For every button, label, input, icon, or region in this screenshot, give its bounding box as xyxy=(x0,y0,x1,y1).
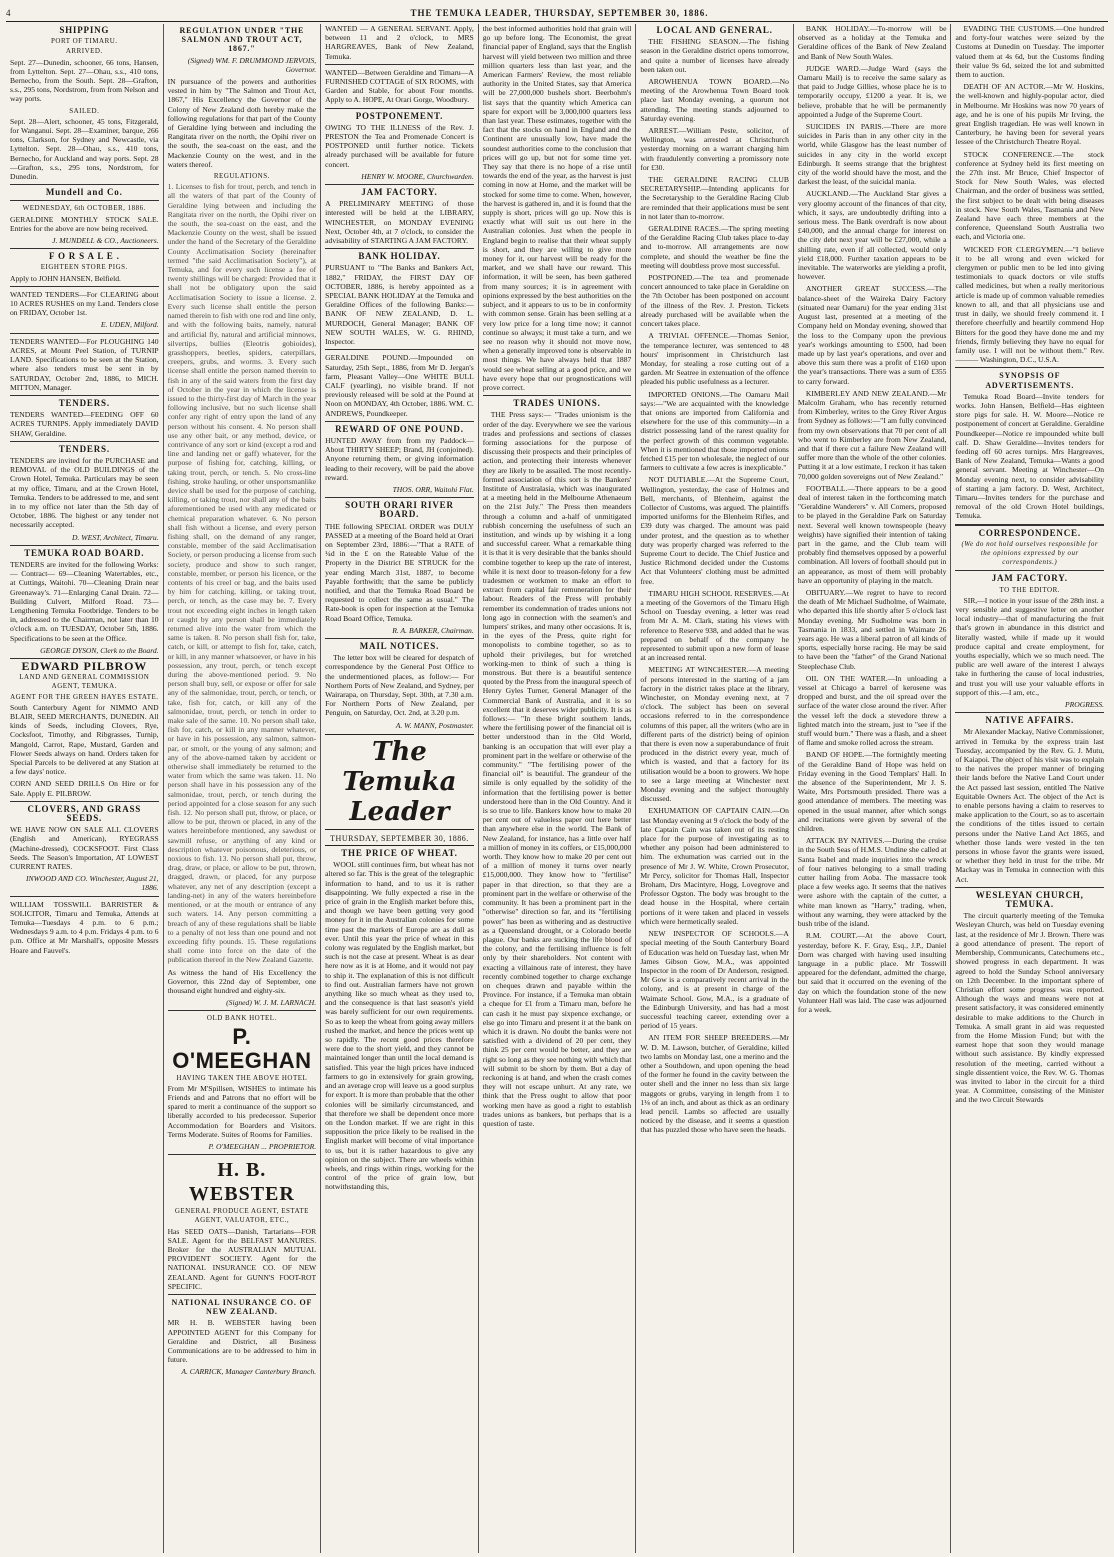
local-item: AUCKLAND.—The Auckland Star gives a very gloomy account of the finances of that city, which, it says, are undoubtedly drifting into a serious mess. The Bank overdraft is now about £40,000, and the annual charge for interest on the city debt next year will be £27,000, while a shilling rate, even if all collected, would only yield £18,000. Further taxation appears to be inevitable. The waterworks are yielding a profit, however. xyxy=(797,189,947,282)
local-item: STOCK CONFERENCE.—The stock conference at Sydney held its first meeting on the 27th inst. Mr Bruce, Chief Inspector of Stock for New South Wales, was elected Chairman, and the order of business was settled, the first subject to be dealt with being diseases in stock. New South Wales, Tasmania and New Zealand have each three members at the conference, Queensland South Australia two each, and Victoria one. xyxy=(955,149,1105,242)
local-item: NOT DUTIABLE.—At the Supreme Court, Wellington, yesterday, the case of Holmes and Bell, merchants, of Blenheim, against the Collector of Customs, was argued. The plaintiffs imported uniforms for the Blenheim Rifles, and £39 duty was charged. The amount was paid under protest, and the question as to whether duty was properly charged was referred to the Supreme Court to decide. The Chief Justice and Justice Richmond decided under the Customs Act that Volunteers' clothing must be admitted free. xyxy=(640,475,789,586)
mundell-signature: J. MUNDELL & CO., Auctioneers. xyxy=(52,236,159,246)
local-item: AROWHENUA TOWN BOARD.—No meeting of the Arowhenua Town Board took place last Monday evening, a quorum not attending. The meeting stands adjourned to Saturday evening. xyxy=(640,77,789,123)
jam-ad: A PRELIMINARY MEETING of those interested will be held at the LIBRARY, WINCHESTER, on MONDAY EVENING Next, October 4th, at 7 o'clock, to consider the advisability of STARTING A JAM FACTORY. xyxy=(325,199,474,246)
column-4 xyxy=(479,24,637,1553)
river-board-ad: THE following SPECIAL ORDER was DULY PASSED at a meeting of the Board held at Orari on September 23rd, 1886:—"That a RATE of ¼d in the £ on the Rateable Value of the Property in the District BE STRUCK for the year ending March 31st, 1887, to become Payable forthwith; that the same be publicly notified, and that the Temuka Road Board be requested to collect the same as usual." The Rate-book is open for inspection at the Temuka Road Board Office, Temuka. xyxy=(325,521,474,623)
local-item: OIL ON THE WATER.—In unloading a vessel at Chicago a barrel of kerosene was dropped and burst, and the oil spread over the surface of the water close around the river. After the vessel left the dock a stevedore threw a lighted match into the stream, just to "see if the stuff would burn." There was a flash, and a sheet of flame and smoke rolled across the stream. xyxy=(797,673,947,748)
feeding-ad: TENDERS WANTED—FEEDING OFF 60 ACRES TURNIPS. Apply immediately DAVID SHAW, Geraldine. xyxy=(10,410,159,438)
dateline: THURSDAY, SEPTEMBER 30, 1886. xyxy=(325,834,474,846)
reward-heading: REWARD OF ONE POUND. xyxy=(335,423,464,434)
divider xyxy=(168,1154,317,1155)
tosswill-ad: WILLIAM TOSSWILL BARRISTER & SOLICITOR, Timaru and Temuka, Attends at Temuka—Tuesdays 4 p.m. to 6 p.m.; Wednesdays 9 a.m. to 4 p.m. Fridays 4 p.m. to 6 p.m. Office at Mr Marshall's, opposite Messrs Hoare and Fauvel's. xyxy=(10,899,159,955)
postponement-ad: OWING TO THE ILLNESS of the Rev. J. PRESTON the Tea and Promenade Concert is POSTPONED until further notice. Tickets already purchased will be available for future concert. xyxy=(325,122,474,169)
trades-unions-heading: TRADES UNIONS. xyxy=(513,398,601,409)
masthead xyxy=(6,4,1108,22)
wesleyan-heading: WESLEYAN CHURCH, TEMUKA. xyxy=(975,889,1084,910)
divider xyxy=(483,395,632,396)
cottage-ad: WANTED—Between Geraldine and Timaru—A FURNISHED COTTAGE of SIX ROOMS, with Garden and Stable, for about Four months. Apply to A. HOPE, At Orari Gorge, Woodbury. xyxy=(325,67,474,105)
reward-ad: HUNTED AWAY from from my Paddock—About THIRTY SHEEP; Brand, JH (conjoined). Anyone returning them, or giving information leading to their recovery, will be paid the above reward. xyxy=(325,435,474,482)
wesleyan-article: The circuit quarterly meeting of the Temuka Wesleyan Church, was held on Tuesday evening last, at the residence of Mr J. Brown. There was a good attendance of present. The report of Membership, Communicants, Catechumens etc., showed progress in each department. It was agreed to hold the Sunday School anniversary on 12th December. In the important sphere of Christian effort some progress was reported. Although the ways and means were not at present satisfactory, it was considered eminently desirable to make additions to the Church in Temuka. A small grant in aid was requested from the Home Mission Fund; but with the earnest hope that soon they would manage without such assistance. By kindly expressed resolution of the meeting, carried without a single dissentient voice, the Rev. W. G. Thomas was invited to labor in the circuit for a third year. A Committee, consisting of the Minister and the two Circuit Stewards xyxy=(955,911,1105,1105)
carrick-signature: A. CARRICK, Manager Canterbury Branch. xyxy=(181,1367,317,1377)
column-7 xyxy=(951,24,1108,1553)
column-3 xyxy=(321,24,479,1553)
road-board-heading: TEMUKA ROAD BOARD. xyxy=(24,547,145,558)
divider xyxy=(325,184,474,185)
divider xyxy=(325,108,474,109)
local-item: A TRIVIAL OFFENCE.—Thomas Senior, the temperance lecturer, was sentenced to 48 hours' imprisonment in Christchurch last Monday, for stealing a rose cutting out of a garden. Mr Seatree in extenuation of the offence pleaded his public usefulness as a lecturer. xyxy=(640,331,789,387)
nimmo-ad: South Canterbury Agent for NIMMO AND BLAIR, SEED MERCHANTS, DUNEDIN. All kinds of Seeds, including Clovers, Rye, Cocksfoot, Timothy, and Ribgrasses, Turnip, Mangold, Carrot, Rape, Mustard, Garden and Flower Seeds always on hand. Orders taken for Special Parcels to be delivered at any Station at a few days' notice. xyxy=(10,702,159,777)
postponement-heading: POSTPONEMENT. xyxy=(355,110,444,121)
regulations-intro: IN pursuance of the powers and authorities vested in him by "The Salmon and Trout Act, 1867," His Excellency the Governor of the Colony of New Zealand doth hereby make the following regulations for that part of the County of Geraldine lying between and including the Rangitata river on the north, the Opihi river on the south, the sea-coast on the east, and the Mackenzie County on the west, and in the waters thereof. xyxy=(167,77,317,169)
webster-body: Has SEED OATS—Danish, Tartarians—FOR SALE. Agent for the BELFAST MANURES. Broker for the AUSTRALIAN MUTUAL PROVIDENT SOCIETY. Agent for the NATIONAL INSURANCE CO. OF NEW ZEALAND. Agent for GUNN'S FOOT-ROT SPECIFIC. xyxy=(167,1226,317,1291)
newspaper-flag: The Temuka Leader xyxy=(325,734,474,830)
local-item: AN ITEM FOR SHEEP BREEDERS.—Mr W. D. M. Lawson, butcher, of Geraldine, killed two lambs on Monday last, one a merino and the other a Southdown, and upon opening the head of the former he found in the cavity between the outer shell and the inner no less than six large maggots or grubs, varying in length from 1 to 1⅛ of an inch, and about as thick as an ordinary lead pencil. Lambs so affected are usually noticed by the disease, and it seems a question that has puzzled those who have seen the heads. xyxy=(640,1033,789,1135)
tenders-heading: TENDERS. xyxy=(58,397,110,408)
divider xyxy=(955,524,1104,526)
jam-factory-letter: SIR,—I notice in your issue of the 28th inst. a very sensible and suggestive letter on another local industry—that of manufacturing the fruit that's grown in abundance in this district and literally wasted, while if made up it would produce capital and create employment, for youths especially, which we so much need. The public are well aware of the interest I always take in furthering the cause of local industries, and trust you will use your valuable efforts in support of this.—I am, etc., xyxy=(955,595,1105,697)
divider xyxy=(10,801,159,802)
barker-signature: R. A. BARKER, Chairman. xyxy=(392,625,474,635)
port-heading: PORT OF TIMARU. xyxy=(51,37,118,46)
local-item: NEW INSPECTOR OF SCHOOLS.—A special meeting of the South Canterbury Board of Education was held on Tuesday last, when Mr James Gibson Gow, M.A., was appointed Inspector in the room of Dr Anderson, resigned. Mr Gow is a comparatively recent arrival in the colony, and is at present in charge of the Waimate School. Gow, M.A., is a graduate of the Edinburgh University, and has had a most successful teaching career, extending over a period of 15 years. xyxy=(640,929,789,1031)
divider xyxy=(955,367,1104,368)
wheat-heading: THE PRICE OF WHEAT. xyxy=(341,848,458,859)
west-signature: D. WEST, Architect, Timaru. xyxy=(72,532,159,542)
page-number: 4 xyxy=(6,7,11,18)
orr-signature: THOS. ORR, Waitohi Flat. xyxy=(392,484,474,494)
pilbrow-heading: EDWARD PILBROW xyxy=(21,658,148,673)
regulations-heading: REGULATION UNDER "THE SALMON AND TROUT ACT, 1867." xyxy=(179,26,305,54)
synopsis-list: Temuka Road Board—Invite tenders for works. John Hansen, Belfield—Has eighteen store pigs for sale. H. W. Moore—Notice re postponement of concert at Geraldine. Geraldine Poundkeeper—Notice re impounded white bull calf. D. Shaw Geraldine—Invites tenders for feeding off 60 acres turnips. Mrs Hargreaves, Bank of New Zealand, Temuka—Wants a good general servant. Meeting at Winchester—On Monday evening next, to consider advisability of starting a jam factory. D. West, Architect, Timaru—Invites tenders for the purchase and removal of the old Crown Hotel buildings, Temuka. xyxy=(955,391,1105,521)
eden-signature: E. UDEN, Milford. xyxy=(100,320,159,330)
to-the-editor: TO THE EDITOR. xyxy=(999,585,1060,594)
divider xyxy=(10,184,159,185)
local-item: ATTACK BY NATIVES.—During the cruise in the South Seas of H.M.S. Undine she called at Santa Isabel and made inquiries into the wreck of four natives belonging to a small trading cutter hailing from Aoba. The massacre took place a few weeks ago. It seems that the natives were ashore with the captain of the cutter, a white man known as "Harry," trading, when, without any warning, they were attacked by the bush tribe of the island. xyxy=(797,836,947,929)
pound-ad: GERALDINE POUND.—Impounded on Saturday, 25th Sept., 1886, from Mr D. Jergan's farm, Pleasant Valley—One WHITE BULL CALF (yearling), no visible brand. If not previously released will be sold at the Pound at Noon on MONDAY, 4th October, 1886. WM. C. ANDREWS, Poundkeeper. xyxy=(325,353,474,418)
arrived-heading: ARRIVED. xyxy=(65,47,103,56)
divider xyxy=(10,545,159,546)
stock-sale-ad: GERALDINE MONTHLY STOCK SALE. Entries for the above are now being received. xyxy=(10,214,159,233)
national-heading: NATIONAL INSURANCE CO. OF NEW ZEALAND. xyxy=(171,1297,313,1317)
mail-notices: The letter box will be cleared for despatch of correspondence by the General Post Office to the undermentioned places, as follow:— For Northern Ports of New Zealand, and Sydney, per Wairarapa, on Thursday, Sept. 30th, at 7.30 a.m. For Northern Ports of New Zealand, per Penguin, on Saturday, Oct. 2nd, at 3.20 p.m. xyxy=(325,653,474,718)
local-item: EXHUMATION OF CAPTAIN CAIN.—On last Monday evening at 9 o'clock the body of the late Captain Cain was taken out of its resting place for the purpose of investigating as to whether any poison had been administered to him. The exhumation was carried out in the presence of Mr J. W. White, Crown Prosecutor, Mr Percy, solicitor for Thomas Hall, Inspector Broham, Drs Macintyre, Hogg, Lovegrove and Professor Ogston. The body was brought to the dead house in the Hospital, where certain portions of it were taken and placed in vessels which were hermetically sealed. xyxy=(640,806,789,926)
pigs-line: EIGHTEEN STORE PIGS. xyxy=(40,263,128,272)
shipping-heading: SHIPPING xyxy=(59,25,110,35)
local-item: THE GERALDINE RACING CLUB SECRETARYSHIP.—Intending applicants for the Secretaryship to the Geraldine Racing Club are reminded that their applications must be sent in not later than to-morrow. xyxy=(640,175,789,221)
inwood-signature: INWOOD AND CO. Winchester, August 21, 1886. xyxy=(25,874,159,893)
synopsis-heading: SYNOPSIS OF ADVERTISEMENTS. xyxy=(985,371,1075,390)
column-6 xyxy=(794,24,952,1553)
local-item: FOOTBALL.—There appears to be a good deal of interest taken in the forthcoming match "Geraldine Wanderers" v. All Comers, proposed to be played in the Geraldine Park on Saturday next. Several well known townspeople (heavy weights) have signified their intention of taking part in the game, and the Club team will probably find themselves opposed by a powerful combination. All lovers of football should put in an appearance, as most of them will probably have an opportunity of playing in the match. xyxy=(797,483,947,585)
divider xyxy=(325,497,474,498)
local-item: BANK HOLIDAY.—To-morrow will be observed as a holiday at the Temuka and Geraldine offices of the Bank of New Zealand and Bank of New South Wales. xyxy=(797,24,947,61)
omeeghan-body: From Mr M'Spillsen, WISHES to intimate his Friends and and Patrons that no effort will be spared to merit a continuance of the support so liberally accorded to his predecessor. Superior Accommodation for Boarders and Visitors. Terms Moderate. Suites of Rooms for Families. xyxy=(167,1083,317,1139)
divider xyxy=(955,570,1104,571)
local-item: GERALDINE RACES.—The spring meeting of the Geraldine Racing Club takes place to-day and to-morrow. All arrangements are now complete, and should the weather be fine the meeting will doubtless prove most successful. xyxy=(640,224,789,270)
divider xyxy=(325,248,474,249)
local-item: ANOTHER GREAT SUCCESS.—The balance-sheet of the Waireka Dairy Factory (situated near Oamaru) for the year ending 31st August last, presented at a meeting of the Company held on Monday evening, showed that the loss to the Company upon the previous year's workings amounting to £500, had been made up by last year's operations, and over and above this sum there was a profit of £160 upon the year's transactions. There was a sum of £355 to carry forward. xyxy=(797,284,947,386)
green-hayes-line: AGENT FOR THE GREEN HAYES ESTATE. xyxy=(10,692,159,701)
divider xyxy=(10,200,159,201)
local-item: KIMBERLEY AND NEW ZEALAND.—Mr Malcolm Graham, who has recently returned from Kimberley, writes to the Grey River Argus from Sydney as follows:—"I am fully convinced from my own observations that 70 per cent of all who went to Kimberley are from New Zealand, and that if there cut a failure New Zealand will suffer more than the whole of the other colonies. Putting it at a low estimate, I reckon it has taken 70,000 golden sovereigns out of New Zealand." xyxy=(797,388,947,481)
local-item: DEATH OF AN ACTOR.—Mr W. Hoskins, the well-known and highly-popular actor, died in Melbourne. Mr Hoskins was now 70 years of age, and he is one of his pupils Mr Irving, the great English tragedian. He was well known in Canterbury, he having been for several years lessee of the Christchurch Theatre Royal. xyxy=(955,82,1105,147)
divider xyxy=(10,896,159,897)
divider xyxy=(10,286,159,287)
divider xyxy=(325,64,474,65)
local-item: THE FISHING SEASON.—The fishing season in the Geraldine district opens tomorrow, and quite a number of licenses have already been taken out. xyxy=(640,37,789,74)
trades-unions-article: THE Press says:— "Trades unionism is the order of the day. Everywhere we see the various trades and professions and sections of classes forming associations for the purpose of discussing their prospects and their principles of action, and protecting their interests whenever they are likely to be assailed. The most recently-formed association of this sort is the Bankers' Institute of Australasia, which was inaugurated at a meeting held in the Melbourne Athenaeum on the 21st July." The Press then meanders through a column and a-half of unmitigated rubbish concerning the usefulness of such an institution, and winds up by wishing it a long and successful career. What a remarkable thing it is that it is very desirable that the banks should combine together to keep up the rate of interest, while it is next door to treason-felony for a few tradesmen or workmen to make an effort to extract from capital fair remuneration for their labour. Readers of the Press will probably remember its condemnation of trades unions not long ago in connection with the seamen's and lumpers' strikes, and many other occasions. It is, in the eyes of the Press, quite right for monopolists to combine together, so as to uphold their privileges, but for wretched working-men to think of such a thing is monstrous. But there is a beautiful sentence quoted by the Press from the inaugural speech of Henry Gyles Turner, General Manager of the Commercial Bank of Australia, and it is so excellent that it deserves wider publicity. It is as follows:— "In these bright southern lands, where the fertilising power of the financial oil is better understood than in the Old World, banking is an occupation that will ever play a prominent part in the welfare or otherwise of the community." "The fertilising power of the financial oil" is beautiful. The grandeur of the simile is only equalled by the solidity of the information that the fertilising power is better understood here than in the Old Country. And it is so true to life. Bankers know how to make 20 per cent out of valueless paper out here better than anywhere else in the world. The Bank of New Zealand, for instance, has a little over half a million of money in its coffers, or £15,000,000 worth. They know how to make 20 per cent out of a million of money it turns over nearly £15,000,000. They know how to "fertilise" paper in that direction, so that they are a prominent part in the welfare or otherwise of the community. It has been a prominent part in the "otherwise" direction so far, and its "fertilising power" has been as withering and as destructive as a Queensland drought, or a Colorado beetle plague. Our banks are sucking the life blood of the colony, and the fertilising influence is felt only by their shareholders. Not content with exacting a villainous rate of interest, they have recently combined together to charge exchange on cheques drawn and payable within the Province. For instance, if a Temuka man obtain a cheque for £1 from a Timaru man, before he can cash it he must pay sixpence exchange, or else go into Timaru and present it at the bank on which it is drawn. No doubt the banks were not satisfied with a dividend of 20 per cent, they think 25 per cent would be better, and they are right so long as they see nothing with which that will submit to be shorn by them. But a day of reckoning is at hand, and when the crash comes they will not escape unhurt. At any rate, we think that the Press ought to allow that poor working men have as good a right to establish trades unions as bankers, but perhaps that is a question of taste. xyxy=(482,410,632,1128)
crown-hotel-ad: TENDERS are invited for the PURCHASE and REMOVAL of the OLD BUILDINGS of the Crown Hotel, Temuka. Particulars may be seen at my office, Timaru, and at the Crown Hotel, Temuka. Tenders to be addressed to me, and sent in to my office not later than the 5th day of October, 1886. The highest or any tender not necessarily accepted. xyxy=(10,455,159,530)
column-5 xyxy=(636,24,794,1553)
divider xyxy=(10,333,159,334)
moore-signature: HENRY W. MOORE, Churchwarden. xyxy=(361,171,474,181)
national-body: MR H. B. WEBSTER having been APPOINTED AGENT for this Company for Geraldine and District, all Business Communications are to be addressed to him in future. xyxy=(167,1318,317,1365)
running-title: THE TEMUKA LEADER, THURSDAY, SEPTEMBER 30, 1886. xyxy=(410,7,709,18)
divider xyxy=(10,441,159,442)
pilbrow-sub: LAND AND GENERAL COMMISSION AGENT, TEMUKA. xyxy=(19,673,150,691)
mundell-heading: Mundell and Co. xyxy=(45,187,123,198)
regulations-subheading: REGULATIONS. xyxy=(213,172,270,181)
divider xyxy=(955,887,1104,888)
governor-signature: (Signed) WM. F. DRUMMOND JERVOIS, Governor. xyxy=(187,55,317,74)
rushes-ad: WANTED TENDERS—For CLEARING about 10 ACRES RUSHES on my Land. Tenders close on FRIDAY, October 1st. xyxy=(10,289,159,318)
sailed-heading: SAILED. xyxy=(69,106,100,115)
local-item: POSTPONED.—The tea and promenade concert announced to take place in Geraldine on the 7th October has been postponed on account of the illness of the Rev. J. Preston. Tickets already purchased will be available when the concert takes place. xyxy=(640,273,789,329)
wheat-article: WOOL still continues firm, but wheat has not altered so far. This is the great of the telegraphic information to hand, and to us it is rather disappointing. We fully expected a rise in the price of grain in the English market before this, and though we have been getting very good money for it in the Australian colonies for some time past the markets of Europe are as dull as ever. Until this year the price of wheat in this colony was regulated by the English market, but such is not the case at present. Wheat is as dear here now as it is at Home, and it would not pay to ship it. The explanation of this is not difficult to find out. Australian farmers have not grown anything like so much wheat as they used to, and the consequence is that last season's yield was barely sufficient for our own requirements. So as to keep the wheat from going away millers rushed the market, and hence the prices went up so rapidly. The recent good prices therefore were due to the short yield, and they cannot be maintained longer than until the local demand is satisfied. This year the high prices have induced farmers to go in extensively for grain growing, and an average crop will leave us a good surplus for export. It is more than probable that the other colonies will be similarly circumstanced, and that therefore we shall be dependent once more on the London market. If we are right in this supposition the price likely to be realised in the English market will become of vital importance to us, but it is rather hazardous to give any opinion on the subject. There are wheels within wheels, and rings within rings, working for the control of the price of grain low, but notwithstanding this, xyxy=(325,860,474,1192)
pigs-apply: Apply to JOHN HANSEN, Belfield. xyxy=(10,273,121,283)
divider xyxy=(10,248,159,249)
old-bank-heading: OLD BANK HOTEL. xyxy=(206,1014,277,1023)
river-board-heading: SOUTH ORARI RIVER BOARD. xyxy=(345,500,454,520)
servant-ad: WANTED — A GENERAL SERVANT. Apply, between 11 and 2 o'clock, to MRS HARGREAVES, Bank of New Zealand, Temuka. xyxy=(325,24,474,61)
omeeghan-heading: P. O'MEEGHAN xyxy=(172,1023,312,1073)
bank-holiday-heading: BANK HOLIDAY. xyxy=(358,251,441,262)
bank-holiday-ad: PURSUANT to "The Banks and Bankers Act, 1882," FRIDAY, the FIRST DAY OF OCTOBER, 1886, is hereby appointed as a SPECIAL BANK HOLIDAY at the Temuka and Geraldine Offices of the following Banks:— BANK OF NEW ZEALAND, D. L. MURDOCH, General Manager; BANK OF NEW SOUTH WALES, W. G. RHIND, Inspector. xyxy=(325,263,474,347)
dyson-signature: GEORGE DYSON, Clerk to the Board. xyxy=(40,645,159,655)
local-item: ARREST.—William Peste, solicitor, of Wellington, was arrested at Christchurch yesterday morning on a warrant charging him with fraudulently converting a promissory note for £30. xyxy=(640,126,789,172)
correspondence-heading: CORRESPONDENCE. xyxy=(978,527,1081,538)
local-item: TIMARU HIGH SCHOOL RESERVES.—At a meeting of the Governors of the Timaru High School on Tuesday evening, a letter was read from Mr A. M. Clark, stating his views with reference to Reserve 938, and added that he was prepared on behalf of the company he represented to submit upon a new form of lease at an increased rental. xyxy=(640,588,789,663)
mail-heading: MAIL NOTICES. xyxy=(359,640,440,651)
divider xyxy=(955,712,1104,713)
correspondence-note: (We do not hold ourselves responsible for the opinions expressed by our correspondents.) xyxy=(961,539,1099,567)
omeeghan-sub: HAVING TAKEN THE ABOVE HOTEL xyxy=(176,1073,308,1082)
divider xyxy=(10,395,159,396)
sailed-list: Sept. 28—Alert, schooner, 45 tons, Fitzgerald, for Wanganui. Sept. 28—Examiner, barque, 266 tons, Clarkson, for Sydney and Newcastle, via Lyttelton. Sept. 28—Ohau, s.s., 410 tons, Bernecho, for Auckland and way ports. Sept. 28—Grafton, s.s., 295 tons, Nordstrom, for Dunedin. xyxy=(10,116,159,182)
local-item: BAND OF HOPE.—The fortnightly meeting of the Geraldine Band of Hope was held on Friday evening in the Good Templars' Hall. In the absence of the Superintendent, Mr J. S. Waite, Mrs Portsmouth presided. There was a good attendance of members. The meeting was opened in the usual manner, after which songs and recitations were given by several of the children. xyxy=(797,750,947,834)
native-affairs-article: Mr Alexander Mackay, Native Commissioner, arrived in Temuka by the express train last Tuesday, accompanied by the Rev. G. J. Mutu, of Kaiapoi. The object of his visit was to explain to the natives the proper manner of bringing their lands before the Native Land Court under the Act passed last session, entitled The Native Equitable Owners Act. The object of the Act is to enable persons having a claim to reserves to make application to the Court, so as to ascertain the conditions of the titles issued to certain persons under the Native Land Act 1865, and whether those lands were vested in the ten persons in whose favor the grants were issued, or whether they held in trust for the tribe. Mr Mackay was in Temuka in connection with this Act. xyxy=(955,727,1105,884)
webster-sub: GENERAL PRODUCE AGENT, ESTATE AGENT, VALUATOR, ETC., xyxy=(174,1207,309,1225)
divider xyxy=(168,1294,317,1295)
local-item: JUDGE WARD.—Judge Ward (says the Oamaru Mail) is to receive the same salary as that paid to Judge Gillies, whose place he is to temporarily occupy, £1200 a year. It is, we believe, probable that he will be permanently appointed a Judge of the Supreme Court. xyxy=(797,63,947,119)
mundell-date: WEDNESDAY, 6th OCTOBER, 1886. xyxy=(22,204,146,213)
omeeghan-signature: P. O'MEEGHAN ... PROPRIETOR. xyxy=(208,1141,317,1151)
divider xyxy=(325,349,474,350)
local-item: EVADING THE CUSTOMS.—One hundred and forty-four watches were seized by the Customs at Dunedin on Tuesday. The importer valued them at 4s 6d, but the Customs finding their value 9s 6d, seized the lot and submitted them to auction. xyxy=(955,24,1105,80)
for-sale-heading: F O R S A L E . xyxy=(48,251,120,262)
divider xyxy=(325,638,474,639)
tenders-heading-2: TENDERS. xyxy=(58,443,110,454)
plough-ad: TENDERS WANTED—For PLOUGHING 140 ACRES, at Mount Peel Station, of TURNIP LAND. Specifications to be seen at the Station, where also tenders must be sent in by SATURDAY, October 2nd, 1886, to MICH. MITTON, Manager. xyxy=(10,336,159,392)
clovers-heading: CLOVERS, AND GRASS SEEDS. xyxy=(27,803,142,824)
local-item: OBITUARY.—We regret to have to record the death of Mr Michael Sudholme, of Waimate, who departed this life shortly after 5 o'clock last Monday evening. Mr Sudholme was born in Tasmania in 1833, and settled in Waimate 26 years ago. He was a liberal patron of all kinds of sports, especially horse racing. He may be said to have been the "father" of the Grand National Steeplechase Club. xyxy=(797,587,947,671)
local-item: MEETING AT WINCHESTER.—A meeting of persons interested in the starting of a jam factory in the district takes place at the library, Winchester, on Monday evening next, at 7 o'clock. The subject has been on several occasions referred to in the correspondence columns of this paper, all the writers (who are in different parts of the district) being of opinion that there is even now a superabundance of fruit produced in the district every year, much of which is wasted, and that a factory for its utilisation would be a boon to growers. We hope to see a large meeting at Winchester next Monday evening and the subject thoroughly discussed. xyxy=(640,665,789,804)
regulations-body: 1. Licenses to fish for trout, perch, and tench in all the waters of that part of the County of Geraldine lying between and including the Rangitata river on the north, the Opihi river on the south, the sea-coast on the east, and the Mackenzie County on the west, shall be issued under the hand of the Secretary of the Geraldine County Acclimatisation Society (hereinafter termed "the said Acclimatisation Society"), at Temuka, and for every such license a fee of twenty shillings will be charged: Provided that it shall not be obligatory upon the said Acclimatisation Society to issue a license. 2. Every such license shall entitle the person named therein to fish with one rod and line only, and with the following baits, namely, natural and artificial fly, natural and artificial minnows, silvertips, bullies (Eleotris gobioides), grasshoppers, beetles, spiders, caterpillars, creepers, grubs, and worms. 3. Every such license shall entitle the person named therein to fish in any of the said waters from the first day of October in the year in which the license is issued to the thirty-first day of March in the year following inclusive, but no such license shall confer any right of entry upon the land of any person without his consent. 4. No person shall use any other bait, or any method, device, or contrivance of any sort or kind (except a rod and line and landing net or gaff) whatever, for the purpose of fishing for, catching, killing, or taking trout, perch, or tench. 5. No cross-line fishing, stroke hauling, or other unsportsmanlike device shall be used for the purpose of catching, killing, or taking trout, nor shall any of the baits aforementioned be used with any medicated or chemical preparation whatever. 6. No person shall fish without a license, and every person fishing shall, on the demand of any ranger, constable, member of the said Acclimatisation Society, or person producing a license from such society, produce and show to such ranger, constable, member, or person his licence, or the contents of his creel or bag, and the baits used by him for catching, killing, or taking trout, perch, or tench, as the case may be. 7. Every trout not exceeding eight inches in length taken or caught by any person shall be immediately returned alive into the water from which the same is taken. 8. No person shall fish for, take, catch, or kill, or attempt to fish for, take, catch, or kill, in any manner whatsoever, or have in his possession, any trout, perch, or tench except during the above-mentioned period. 9. No person shall buy, sell, or expose or offer for sale any of the salmonidae, trout, perch, or tench, or take, fish for, catch, or kill any of the salmonidae, trout, perch, or tench in order to make sale of the same. 10. No person shall take, fish for, catch, or kill in any manner whatever, or have in his possession, any salmon, salmon-par, or smolt, or the young of any salmon; and any of the above-named taken by accident or otherwise shall immediately be returned to the water from which the same was taken. 11. No person shall have in his possession any of the salmonidae, trout, perch, or tench during the period appointed for a close season for any such fish. 12. No person shall put, throw, or place, or allow to be put, thrown or placed, in any of the waters hereinbefore mentioned, any sawdust or sawmill refuse, or anything of any kind or description whatever poisonous, deleterious, or noxious to fish. 13. No person shall put, throw, drag, draw, or place, or allow to be put, thrown, dragged, drawn, or placed, for any purpose whatever, any net of any description (except a landing-net) in any of the waters hereinbefore mentioned, or at the mouth or entrance of any such waters. 14. Any person committing a breach of any of these regulations shall be liable to a penalty of not less than one pound and not exceeding fifty pounds. 15. These regulations shall come into force on the date of the publication thereof in the New Zealand Gazette. xyxy=(167,182,317,965)
divider xyxy=(325,421,474,422)
drills-ad: CORN AND SEED DRILLS On Hire or for Sale. Apply E. PILBROW. xyxy=(10,779,159,798)
divider xyxy=(168,1010,317,1011)
column-1 xyxy=(6,24,164,1553)
columns xyxy=(6,24,1108,1553)
progress-signature: PROGRESS. xyxy=(1065,700,1105,710)
jam-factory-letter-heading: JAM FACTORY. xyxy=(991,573,1068,584)
wheat-article-continued: the best informed authorities hold that grain will go up before long. The Economist, the great financial paper of England, says that the English harvest will yield between two million and three million quarters less than last year, and the American Farmers' Review, the most reliable authority in the United States, say that America will be 27,000,000 bushels short. Beerbohm's list says that the quantity which America can spare for export will be 3,000,000 quarters less than last year. These estimates, together with the fact that the stocks on hand in England and the Continent are unusually low, have made the soundest authorities come to the conclusion that prices will go up, but not for some time yet. They say that there is no hope of a rise until towards the end of the year, as the harvest is just coming in now at Home, and the market will be stocked for some time to come. When, however, the harvest is gathered in, and it is found that the supply is short, prices will go up. Now this is exactly what will suit us out here in the Australian colonies. Just when the people in England begin to realise that their wheat supply is short, and they are willing to give more money for it, our harvest will be ready for the market, and we shall have our reward. This information, it will be seen, has been gathered from many sources; it is in agreement with opinions expressed by the best authorities on the subject, and it appears to us to be in conformity with common sense. Grain has been selling at a very low price for a long time now; it cannot continue so always; it must take a turn, and we see no reason why it should not move now, when a generally improved tone is observable in most things. We have always held that 1887 would see wheat selling at a good price, and we have every hope that our prognostications will prove correct. xyxy=(482,24,632,392)
local-item: SUICIDES IN PARIS.—There are more suicides in Paris than in any other city in the world, while Glasgow has the least number of suicides in any city in the world except Edinburgh. It seems strange that the brightest city of the world should have the most, and the darkest the least, of the suicidal mania. xyxy=(797,122,947,187)
webster-heading: H. B. WEBSTER xyxy=(188,1159,295,1206)
jam-heading: JAM FACTORY. xyxy=(361,187,438,198)
mann-signature: A. W. MANN, Postmaster. xyxy=(395,720,474,730)
column-2 xyxy=(164,24,322,1553)
local-item: IMPORTED ONIONS.—The Oamaru Mail says:—"We are acquainted with the knowledge that onions are imported from California and elsewhere for the use of this community—in a district possessing land of the rarest quality for the perfect growth of this common vegetable. When it is mentioned that those imported onions fetched £15 per ton wholesale, the neglect of our farmers to cultivate a few acres is inexplicable." xyxy=(640,389,789,473)
local-general-heading: LOCAL AND GENERAL. xyxy=(656,25,773,35)
local-item: WICKED FOR CLERGYMEN.—"I believe it to be all wrong and even wicked for clergymen or public men to be led into giving testimonials to quack doctors or vile stuffs called medicines, but when a really meritorious article is made up of common valuable remedies known to all, and that all physicians use and trust in daily, we should freely commend it. I therefore cheerfully and heartily commend Hop Bitters for the good they have done me and my friends, firmly believing they have no equal for family use. I will not be without them." Rev. ——— Washington, D.C., U.S.A. xyxy=(955,244,1105,365)
native-affairs-heading: NATIVE AFFAIRS. xyxy=(985,715,1075,726)
local-item: R.M. COURT.—At the above Court, yesterday, before K. F. Gray, Esq., J.P., Daniel Dorn was charged with having used insulting language in a public place. Mr Tosswill appeared for the defendant, admitted the charge, but said that it occurred on the evening of the day on which the foundation stone of the new Volunteer Hall was laid. The case was adjourned for a week. xyxy=(797,931,947,1014)
road-board-ad: TENDERS are invited for the following Works:— Contract— 69—Cleaning Watertables, etc., at Cuttings, Waitohi. 70—Cleaning Drain near Greenaway's. 71—Enlarging Canal Drain. 72—Building Culvert, Milford Road. 73—Lengthening Temuka Footbridge. Tenders to be in, addressed to the Chairman, not later than 10 o'clock a.m. on TUESDAY, October 5th, 1886. Specifications to be seen at the Office. xyxy=(10,559,159,643)
regulations-witness: As witness the hand of His Excellency the Governor, this 22nd day of September, one thousand eight hundred and eighty-six. xyxy=(167,967,317,995)
larnach-signature: (Signed) W. J. M. LARNACH. xyxy=(226,998,317,1008)
arrived-list: Sept. 27—Dunedin, schooner, 66 tons, Hansen, from Lyttelton. Sept. 27—Ohau, s.s., 410 tons, Bernecho, from the South. Sept. 28—Grafton, s.s., 295 tons, Nordstrom, from from Nelson and way ports. xyxy=(10,57,159,104)
clovers-ad: WE HAVE NOW ON SALE ALL CLOVERS (English and American), RYEGRASS (Machine-dressed), COCKSFOOT. First Class Seeds. The Season's Importation, AT LOWEST CURRENT RATES. xyxy=(10,825,159,872)
